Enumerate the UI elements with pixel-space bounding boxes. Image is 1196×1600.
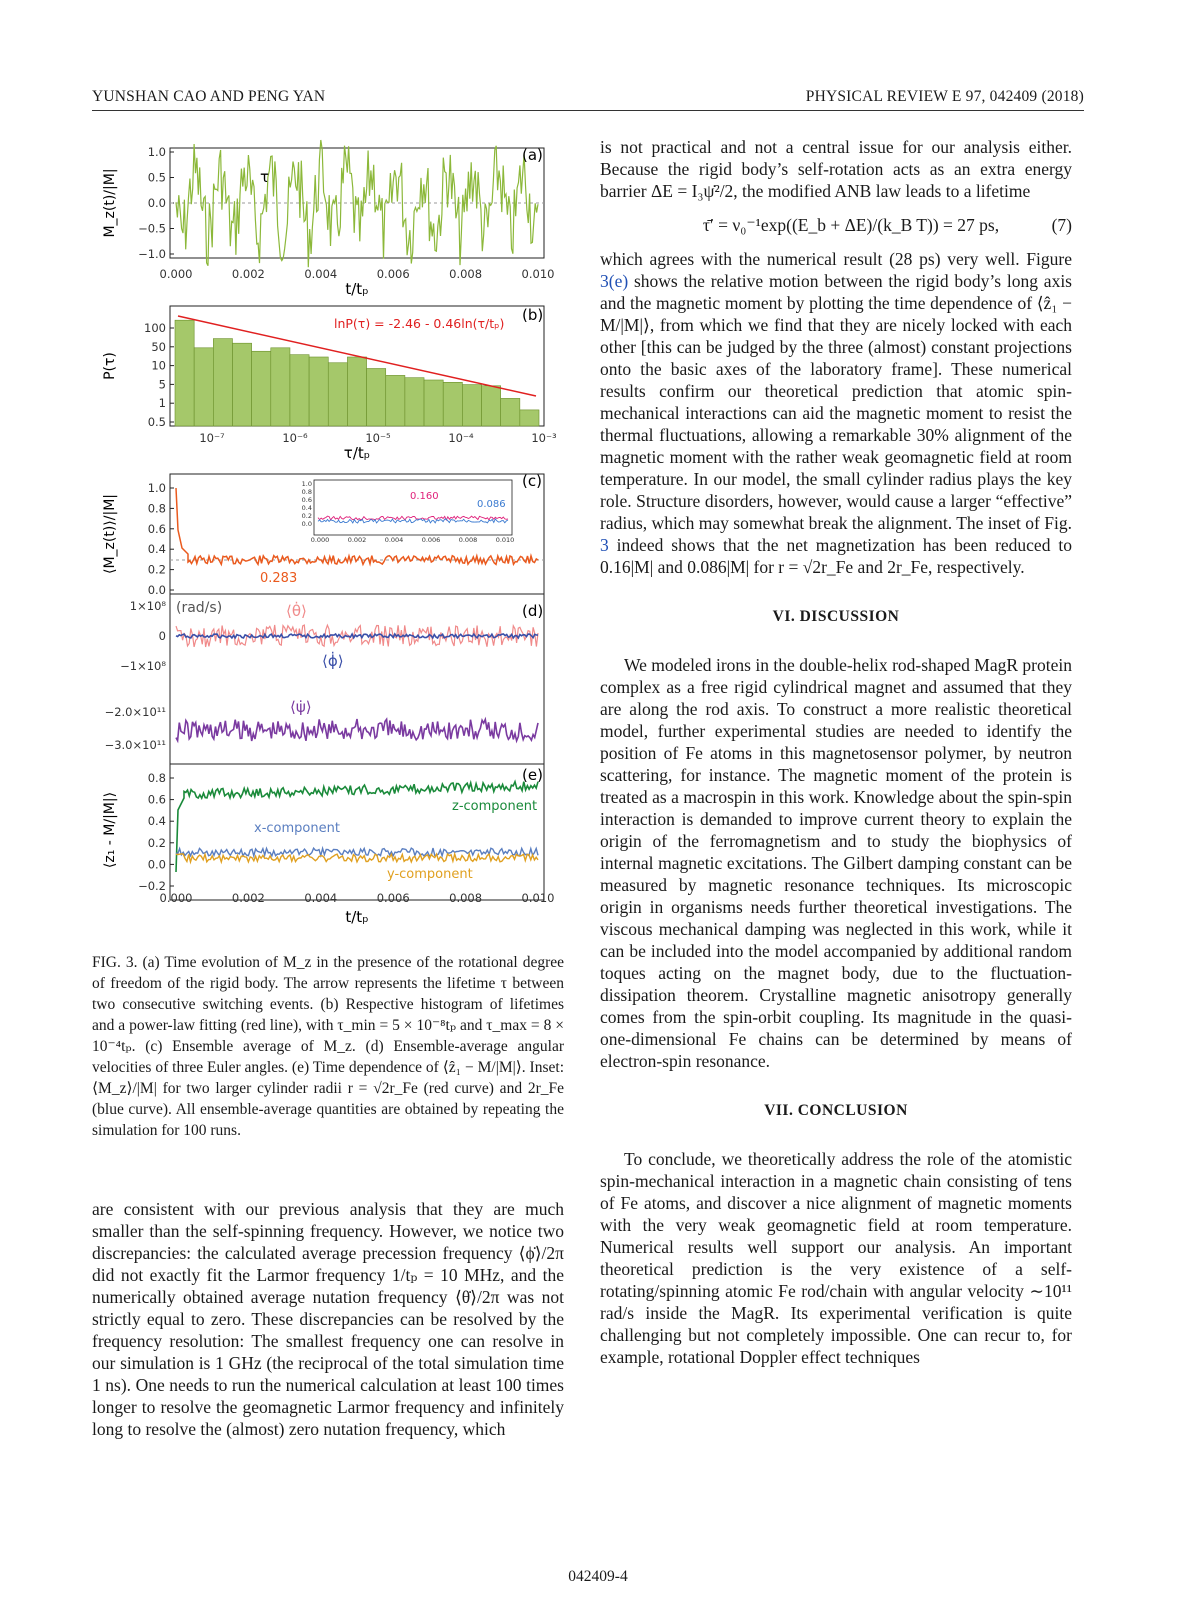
panel-b-y-tick: 10 xyxy=(151,358,166,373)
panel-d-ytick-upper: 1×10⁸ xyxy=(129,599,166,613)
panel-b-bar xyxy=(232,343,251,426)
panel-a-xlabel: t/tₚ xyxy=(345,280,369,298)
page-number: 042409-4 xyxy=(568,1568,628,1585)
panel-c-y-tick: 0.8 xyxy=(147,501,166,516)
panel-a-x-tick: 0.010 xyxy=(521,267,555,281)
panel-b-bar xyxy=(175,320,194,426)
panel-c-inset-xtick: 0.010 xyxy=(495,536,515,544)
left-column xyxy=(92,1198,564,1440)
equation-7 xyxy=(600,214,1072,236)
right-column xyxy=(600,136,1072,1368)
panel-c-inset-blue-label: 0.086 xyxy=(477,499,506,510)
panel-e-x-tick: 0.000 xyxy=(159,891,193,905)
left-paragraph: are consistent with our previous analysis that they are much smaller than the self-spinning frequency. However, we notice two discrepancies: the calculated average precession frequency ⟨ϕ̇⟩/2π did not exactly fit the Larmor frequency 1/tₚ = 10 MHz, and the numerically obtained average nutation frequency ⟨θ̇⟩/2π was not strictly equal to zero. These discrepancies can be resolved by the frequency resolution: The smallest frequency one can resolve in our simulation is 1 GHz (the reciprocal of the total simulation time 1 ns). One needs to run the numerical calculation at least 100 times longer to resolve the geomagnetic Larmor frequency and infinitely long to resolve the (almost) zero nutation frequency, which xyxy=(92,1199,564,1439)
panel-a-y-tick: 1.0 xyxy=(147,145,166,159)
panel-e-xlabel: t/tₚ xyxy=(345,908,369,926)
panel-b-bar xyxy=(424,380,443,426)
panel-b-bar xyxy=(386,375,405,426)
discussion-body: We modeled irons in the double-helix rod-shaped MagR protein complex as a free rigid cylindrical magnet and assumed that they are along the rod axis. To construct a more realistic theoretical model, further experimental studies are needed to identify the position of Fe atoms in this magnetosensor polymer, by neutron scattering, for instance. The magnetic moment of the protein is treated as a macrospin in this work. Knowledge about the spin-spin interaction is demanded to improve current theory to explain the origin of the ferromagnetism and to study the biophysics of internal magnetic excitations. The Gilbert damping constant can be measured by magnetic resonance techniques. Its microscopic origin in organisms needs further theoretical investigations. The viscous mechanical damping was neglected in this work, while it can be included into the model accompanied by additional random toques acting on the magnet body, due to the fluctuation-dissipation theorem. Crystalline magnetic anisotropy generally comes from the spin-orbit coupling. Its magnitude in the quasi-one-dimensional Fe chains can be determined by means of electron-spin resonance. xyxy=(600,655,1072,1071)
panel-b-bar xyxy=(405,378,424,426)
panel-e-x-trace xyxy=(176,848,538,856)
panel-b-bar xyxy=(271,348,290,426)
panel-a-y-tick: 0.0 xyxy=(147,196,166,210)
panel-b-y-tick: 0.5 xyxy=(147,415,166,429)
panel-a-trace xyxy=(176,140,538,267)
panel-d-unit: (rad/s) xyxy=(176,600,223,616)
panel-c-inset-xtick: 0.002 xyxy=(347,536,367,544)
panel-e-x-tick: 0.006 xyxy=(376,891,410,905)
panel-b-bar xyxy=(347,357,366,426)
panel-d-label: (d) xyxy=(522,602,544,620)
panel-b-bar xyxy=(290,355,309,426)
panel-d-ytick-lower: −3.0×10¹¹ xyxy=(104,738,166,752)
figure-link-3e[interactable]: 3(e) xyxy=(600,271,629,291)
panel-b-bar xyxy=(520,410,539,426)
panel-e-ylabel: ⟨z₁ - M/|M|⟩ xyxy=(102,791,118,869)
panel-d-psi-trace xyxy=(176,719,538,741)
equation-body: τ̄′ = ν₀⁻¹exp((E_b + ΔE)/(k_B T)) = 27 ps, xyxy=(702,215,1000,235)
panel-c-inset-xtick: 0.004 xyxy=(384,536,404,544)
panel-e-y-tick: 0.0 xyxy=(147,857,166,872)
panel-b-bar xyxy=(252,351,271,426)
panel-a-ylabel: M_z(t)/|M| xyxy=(102,168,118,238)
panel-d-psi-label: ⟨ψ̇⟩ xyxy=(290,698,312,716)
panel-b-y-tick: 5 xyxy=(158,377,166,392)
running-header-authors: YUNSHAN CAO AND PENG YAN xyxy=(92,88,326,105)
panel-b-y-tick: 50 xyxy=(151,339,166,354)
panel-c-inset-ytick: 0.2 xyxy=(301,512,312,520)
panel-e-x-tick: 0.002 xyxy=(231,891,265,905)
panel-c-inset-xtick: 0.006 xyxy=(421,536,441,544)
right-paragraph-2: which agrees with the numerical result (28 ps) very well. Figure 3(e) shows the relative motion between the rigid body’s long axis and the magnetic moment by plotting the time dependence of ⟨ẑ₁ − M/|M|⟩, from which we find that they are nicely locked with each other [this can be judged by the three (almost) constant projections onto the basic axes of the laboratory frame]. These numerical results confirm our theoretical prediction that atomic spin-mechanical interactions can aid the magnetic moment to resist the thermal fluctuations, allowing a remarkable 30% alignment of the magnetic moment with the rather weak geomagnetic field at room temperature. In our model, the small cylinder radius plays the key role. Structure disorders, however, would cause a larger “effective” radius, which may somewhat break the alignment. The inset of Fig. 3 indeed shows that the net magnetization has been reduced to 0.16|M| and 0.086|M| for r = √2r_Fe and 2r_Fe, respectively. xyxy=(600,249,1072,577)
panel-c-label: (c) xyxy=(522,472,542,490)
panel-c-inset-xtick: 0.008 xyxy=(458,536,478,544)
panel-b-bar xyxy=(367,369,386,427)
figure-3 xyxy=(92,130,578,935)
panel-c-inset-red-label: 0.160 xyxy=(410,491,439,502)
panel-e-y-tick: 0.8 xyxy=(147,771,166,785)
panel-b-y-tick: 1 xyxy=(158,396,166,411)
panel-a-tau: τ xyxy=(260,168,270,186)
panel-b-label: (b) xyxy=(522,306,544,324)
panel-c-inset-xtick: 0.000 xyxy=(310,536,330,544)
panel-a-y-tick: 0.5 xyxy=(147,170,166,185)
conclusion-body: To conclude, we theoretically address the role of the atomistic spin-mechanical interaction in a magnetic chain consisting of tens of Fe atoms, and discover a nice alignment of magnetic moments with the very weak geomagnetic field at room temperature. Numerical results well support our analysis. An important theoretical prediction is the very existence of a self-rotating/spinning atomic Fe rod/chain with angular velocity ∼10¹¹ rad/s inside the MagR. Its experimental verification is quite challenging but not completely impossible. One can recur to, for example, rotational Doppler effect techniques xyxy=(600,1149,1072,1367)
panel-b-x-tick: 10⁻⁶ xyxy=(282,431,308,445)
panel-e-y-tick: 0.6 xyxy=(147,792,166,807)
panel-d-ytick-upper: 0 xyxy=(158,629,166,643)
panel-a-y-tick: −1.0 xyxy=(138,247,166,261)
panel-b-bar xyxy=(309,357,328,426)
panel-b-x-tick: 10⁻⁷ xyxy=(199,431,225,445)
panel-b-bar xyxy=(462,385,481,426)
panel-e-frame xyxy=(170,764,544,900)
panel-c-inset-ytick: 1.0 xyxy=(301,480,312,488)
panel-c-inset-ytick: 0.8 xyxy=(301,488,312,496)
panel-c-inset-ytick: 0.6 xyxy=(301,496,312,504)
section-title-conclusion: VII. CONCLUSION xyxy=(764,1102,908,1119)
panel-c-y-tick: 0.0 xyxy=(147,583,166,597)
panel-e-x-tick: 0.010 xyxy=(521,891,555,905)
panel-a-x-tick: 0.002 xyxy=(231,267,265,281)
panel-c-ylabel: ⟨M_z(t)⟩/|M| xyxy=(102,494,118,574)
panel-c-inset-ytick: 0.0 xyxy=(301,520,312,528)
panel-d-ytick-lower: −2.0×10¹¹ xyxy=(104,705,166,719)
panel-d-theta-label: ⟨θ̇⟩ xyxy=(286,602,307,620)
panel-e-y-tick: 0.4 xyxy=(147,814,166,829)
panel-e-y-tick: 0.2 xyxy=(147,835,166,850)
panel-e-x-label: x-component xyxy=(254,821,340,836)
figure-link-3[interactable]: 3 xyxy=(600,535,609,555)
panel-c-annotation: 0.283 xyxy=(260,571,298,586)
panel-e-y-tick: −0.2 xyxy=(138,879,166,893)
panel-e-z-label: z-component xyxy=(452,799,538,814)
right-paragraph-1: is not practical and not a central issue for our analysis either. Because the rigid body’s self-rotation acts as an extra energy barrier ΔE = I₃ψ̇²/2, the modified ANB law leads to a lifetime xyxy=(600,137,1072,201)
panel-c-y-tick: 0.4 xyxy=(147,542,166,557)
panel-c-y-tick: 1.0 xyxy=(147,481,166,495)
header-rule xyxy=(92,110,1084,111)
panel-b-bar xyxy=(213,339,232,426)
panel-b-bar xyxy=(328,363,347,426)
panel-b-bar xyxy=(482,386,501,426)
panel-b-bar xyxy=(194,348,213,426)
panel-c-y-tick: 0.6 xyxy=(147,521,166,536)
panel-d-phi-label: ⟨ϕ̇⟩ xyxy=(322,652,344,670)
panel-e-x-tick: 0.008 xyxy=(449,891,483,905)
panel-b-y-tick: 100 xyxy=(144,321,166,335)
panel-c-inset-ytick: 0.4 xyxy=(301,504,312,512)
panel-a-x-tick: 0.000 xyxy=(159,267,193,281)
running-header-journal: PHYSICAL REVIEW E 97, 042409 (2018) xyxy=(805,88,1084,105)
panel-b-bar xyxy=(443,382,462,426)
panel-a-x-tick: 0.004 xyxy=(304,267,338,281)
panel-b-ylabel: P(τ) xyxy=(102,352,118,380)
panel-e-x-tick: 0.004 xyxy=(304,891,338,905)
panel-b-x-tick: 10⁻³ xyxy=(531,431,557,445)
panel-c-y-tick: 0.2 xyxy=(147,562,166,577)
equation-number: (7) xyxy=(1051,215,1072,235)
panel-d-frame xyxy=(170,594,544,764)
panel-b-x-tick: 10⁻⁴ xyxy=(448,431,474,445)
panel-d-ytick-upper: −1×10⁸ xyxy=(120,659,166,673)
panel-b-fit-label: lnP(τ) = -2.46 - 0.46ln(τ/tₚ) xyxy=(334,316,505,331)
panel-b-x-tick: 10⁻⁵ xyxy=(365,431,391,445)
panel-b-bar xyxy=(501,398,520,426)
panel-a-x-tick: 0.006 xyxy=(376,267,410,281)
panel-e-y-label: y-component xyxy=(387,867,473,882)
panel-a-label: (a) xyxy=(522,146,543,164)
panel-a-x-tick: 0.008 xyxy=(449,267,483,281)
figure-caption: FIG. 3. (a) Time evolution of M_z in the presence of the rotational degree of freedom of the rigid body. The arrow represents the lifetime τ between two consecutive switching events. (b) Respective histogram of lifetimes and a power-law fitting (red line), with τ_min = 5 × 10⁻⁸tₚ and τ_max = 8 × 10⁻⁴tₚ. (c) Ensemble average of M_z. (d) Ensemble-average angular velocities of three Euler angles. (e) Time dependence of ⟨ẑ₁ − M/|M|⟩. Inset: ⟨M_z⟩/|M| for two larger cylinder radii r = √2r_Fe (red curve) and 2r_Fe (blue curve). All ensemble-average quantities are obtained by repeating the simulation for 100 runs. xyxy=(92,954,564,1139)
section-title-discussion: VI. DISCUSSION xyxy=(772,608,900,625)
panel-a-y-tick: −0.5 xyxy=(138,221,166,236)
panel-b-xlabel: τ/tₚ xyxy=(343,444,371,462)
panel-e-label: (e) xyxy=(522,766,543,784)
